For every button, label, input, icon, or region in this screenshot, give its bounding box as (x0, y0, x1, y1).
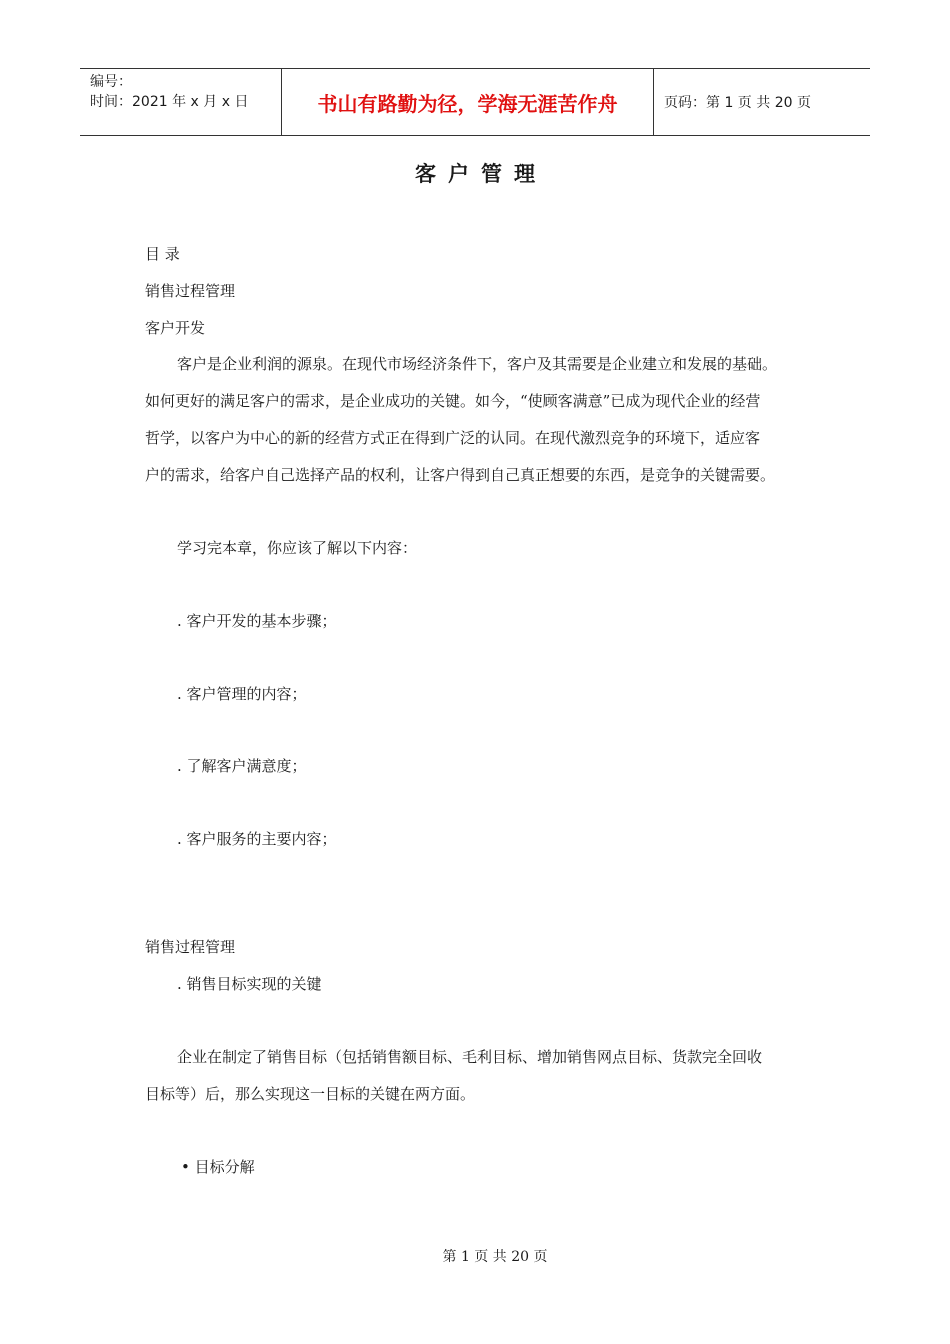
section-heading-sales-process: 销售过程管理 (145, 938, 236, 956)
header-number-label: 编号： (90, 74, 132, 90)
toc-label: 目 录 (145, 245, 180, 263)
header-time-label: 时间：2021 年 x 月 x 日 (90, 94, 249, 110)
page-title: 客户管理 (415, 161, 547, 186)
document-header (80, 68, 870, 136)
bullet-item: • 目标分解 (181, 1158, 255, 1176)
header-motto-cell (282, 69, 654, 135)
paragraph-line: 如何更好的满足客户的需求，是企业成功的关键。如今，“使顾客满意”已成为现代企业的经营 (145, 392, 761, 410)
paragraph-line: 企业在制定了销售目标（包括销售额目标、毛利目标、增加销售网点目标、货款完全回收 (177, 1048, 763, 1066)
page-footer: 第 1 页 共 20 页 (442, 1249, 548, 1265)
paragraph-line: 哲学，以客户为中心的新的经营方式正在得到广泛的认同。在现代激烈竞争的环境下，适应客 (145, 429, 761, 447)
header-motto: 书山有路勤为径，学海无涯苦作舟 (317, 91, 618, 116)
header-page-info: 页码：第 1 页 共 20 页 (664, 95, 811, 111)
learning-item: . 客户管理的内容； (177, 685, 307, 703)
learning-item: . 客户开发的基本步骤； (177, 612, 337, 630)
learning-intro: 学习完本章，你应该了解以下内容： (177, 539, 418, 557)
header-page-cell (654, 69, 870, 135)
learning-item: . 了解客户满意度； (177, 757, 307, 775)
section-heading-customer-development: 客户开发 (145, 319, 206, 337)
header-meta-cell (80, 69, 282, 135)
paragraph-line: 目标等）后，那么实现这一目标的关键在两方面。 (145, 1085, 476, 1103)
toc-item-sales-process: 销售过程管理 (145, 282, 236, 300)
paragraph-line: 客户是企业利润的源泉。在现代市场经济条件下，客户及其需要是企业建立和发展的基础。 (177, 355, 778, 373)
paragraph-line: 户的需求，给客户自己选择产品的权利，让客户得到自己真正想要的东西，是竞争的关键需要。 (145, 466, 776, 484)
subsection-heading: . 销售目标实现的关键 (177, 975, 322, 993)
learning-item: . 客户服务的主要内容； (177, 830, 337, 848)
